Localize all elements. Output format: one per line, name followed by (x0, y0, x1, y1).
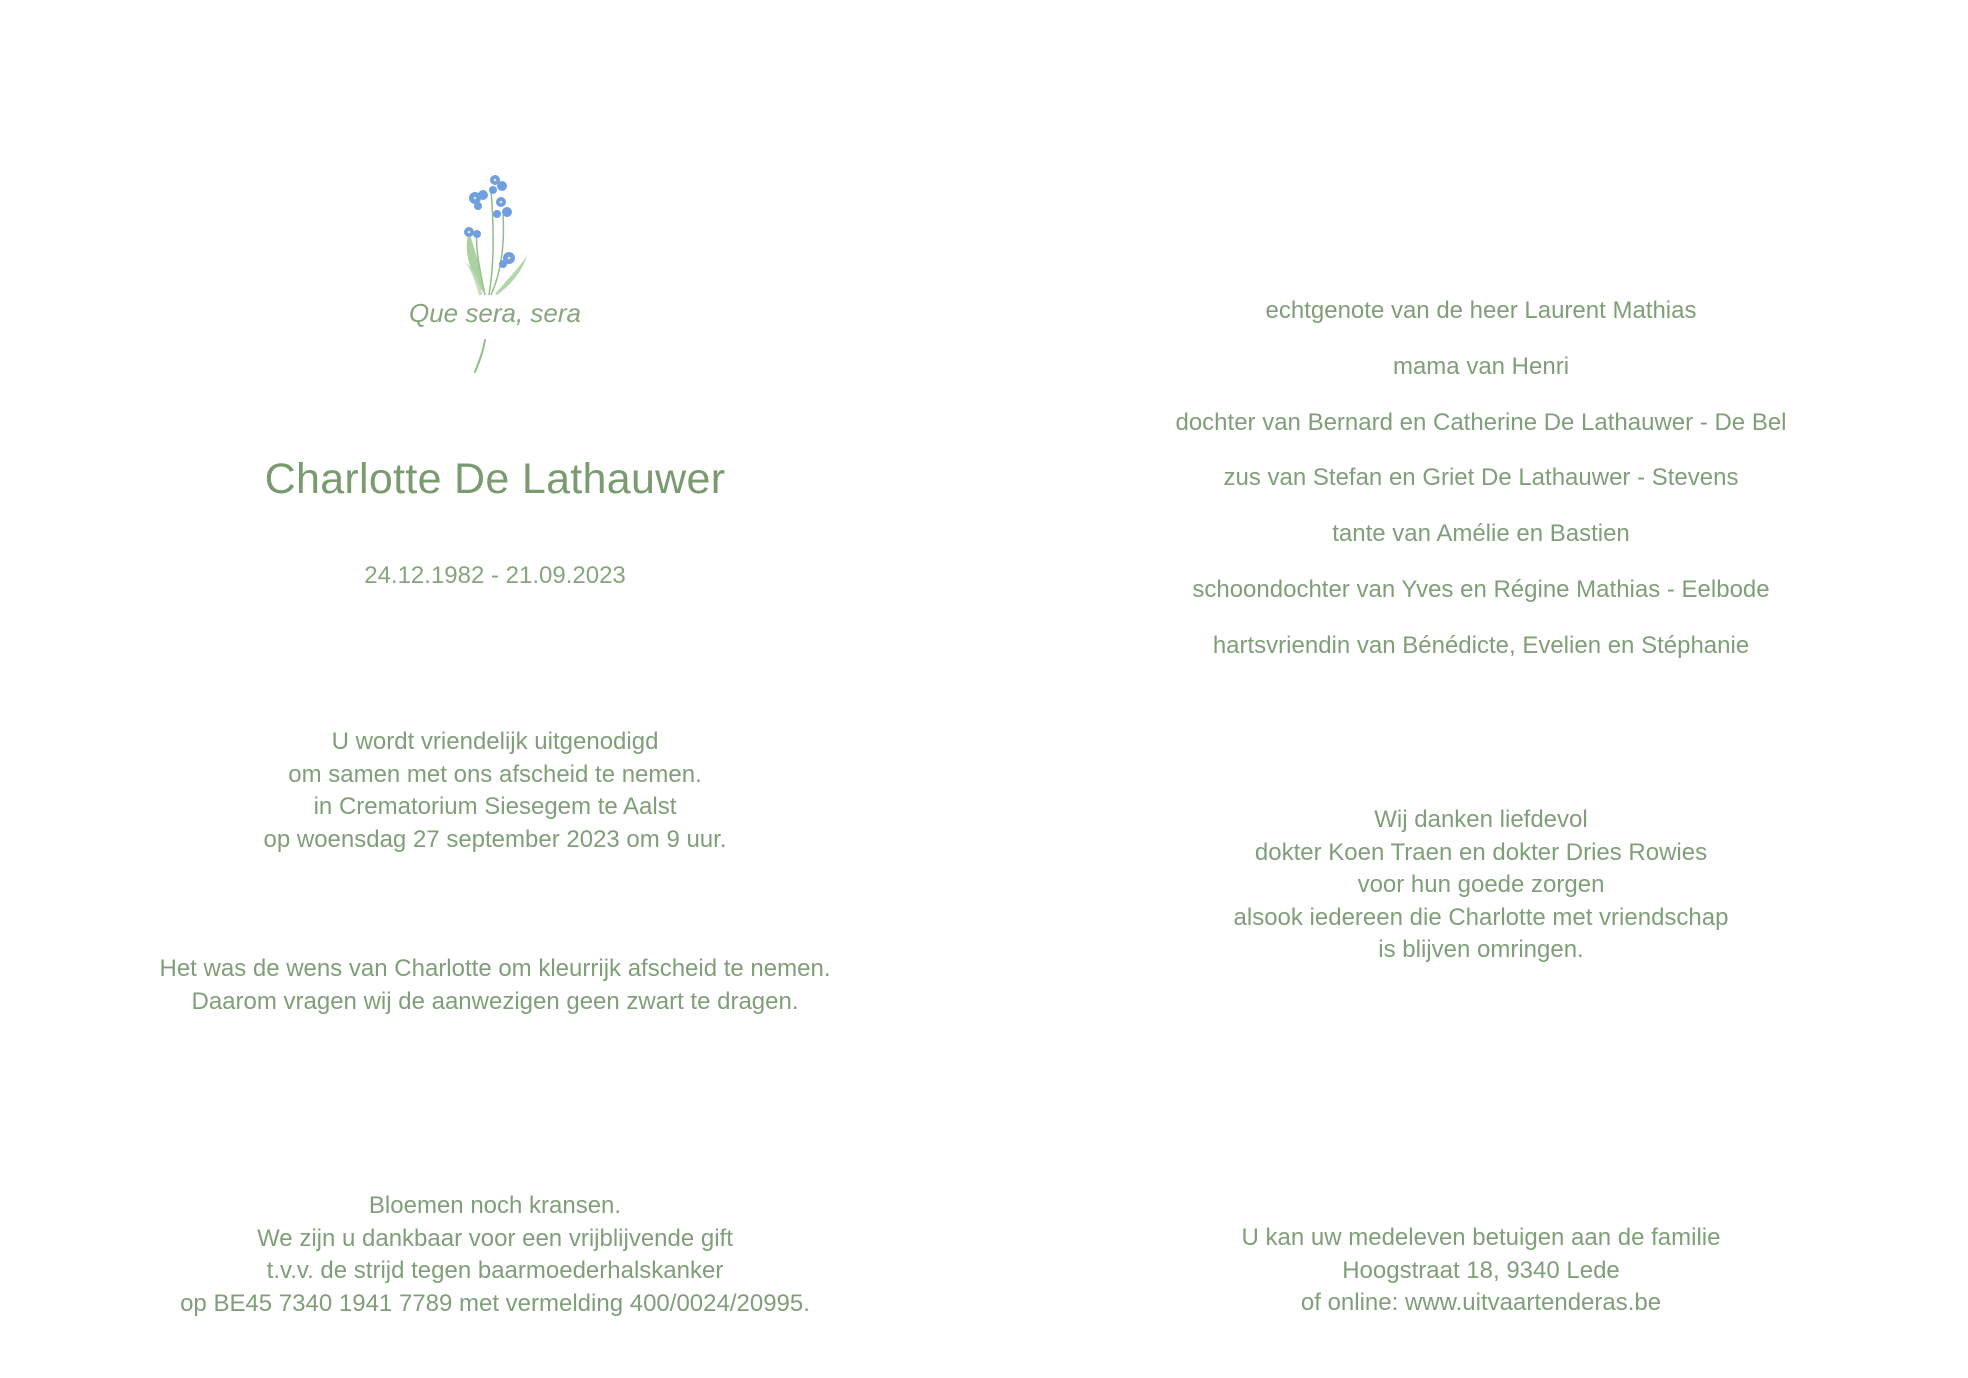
right-panel (984, 0, 1968, 1378)
family-relations (984, 296, 1968, 687)
condolence-line: U kan uw medeleven betuigen aan de familie (1241, 1224, 1721, 1251)
relation-item: echtgenote van de heer Laurent Mathias (1265, 297, 1697, 324)
deceased-name: Charlotte De Lathauwer (264, 455, 726, 503)
donation-note (0, 1190, 990, 1320)
life-dates: 24.12.1982 - 21.09.2023 (364, 562, 626, 589)
thanks-line: Wij danken liefdevol (1374, 806, 1588, 833)
wish-line: Daarom vragen wij de aanwezigen geen zwart te dragen. (191, 987, 799, 1015)
thanks-line: dokter Koen Traen en dokter Dries Rowies (1254, 838, 1708, 866)
invitation-line: op woensdag 27 september 2023 om 9 uur. (263, 825, 727, 853)
condolence-website[interactable]: of online: www.uitvaartenderas.be (1300, 1289, 1662, 1316)
condolence-address: Hoogstraat 18, 9340 Lede (1342, 1256, 1620, 1284)
relation-item: schoondochter van Yves en Régine Mathias - Eelbode (1192, 575, 1770, 603)
invitation-line: U wordt vriendelijk uitgenodigd (331, 728, 659, 755)
relation-item: zus van Stefan en Griet De Lathauwer - Stevens (1223, 464, 1739, 492)
relation-item: hartsvriendin van Bénédicte, Evelien en Stéphanie (1212, 631, 1750, 659)
forget-me-not-flower-icon (455, 170, 535, 300)
thanks-text (984, 804, 1968, 967)
thanks-line: alsook iedereen die Charlotte met vriendschap (1233, 903, 1729, 931)
wish-line: Het was de wens van Charlotte om kleurrijk afscheid te nemen. (159, 955, 831, 982)
thanks-line: is blijven omringen. (1378, 936, 1584, 963)
donation-line: Bloemen noch kransen. (368, 1192, 622, 1219)
dress-code-wish (0, 953, 990, 1018)
donation-line: t.v.v. de strijd tegen baarmoederhalskanker (266, 1257, 724, 1284)
relation-item: tante van Amélie en Bastien (1332, 520, 1630, 548)
thanks-line: voor hun goede zorgen (1357, 871, 1605, 898)
invitation-line: om samen met ons afscheid te nemen. (288, 760, 702, 788)
relation-item: mama van Henri (1392, 352, 1570, 380)
condolence-info (984, 1222, 1968, 1320)
invitation-text (0, 726, 990, 856)
donation-line: We zijn u dankbaar voor een vrijblijvende gift (257, 1224, 733, 1252)
invitation-line: in Crematorium Siesegem te Aalst (313, 793, 677, 820)
stem-flourish-icon (471, 338, 491, 374)
relation-item: dochter van Bernard en Catherine De Lathauwer - De Bel (1175, 408, 1787, 436)
motto: Que sera, sera (409, 298, 581, 328)
donation-line: op BE45 7340 1941 7789 met vermelding 400/0024/20995. (180, 1289, 810, 1317)
